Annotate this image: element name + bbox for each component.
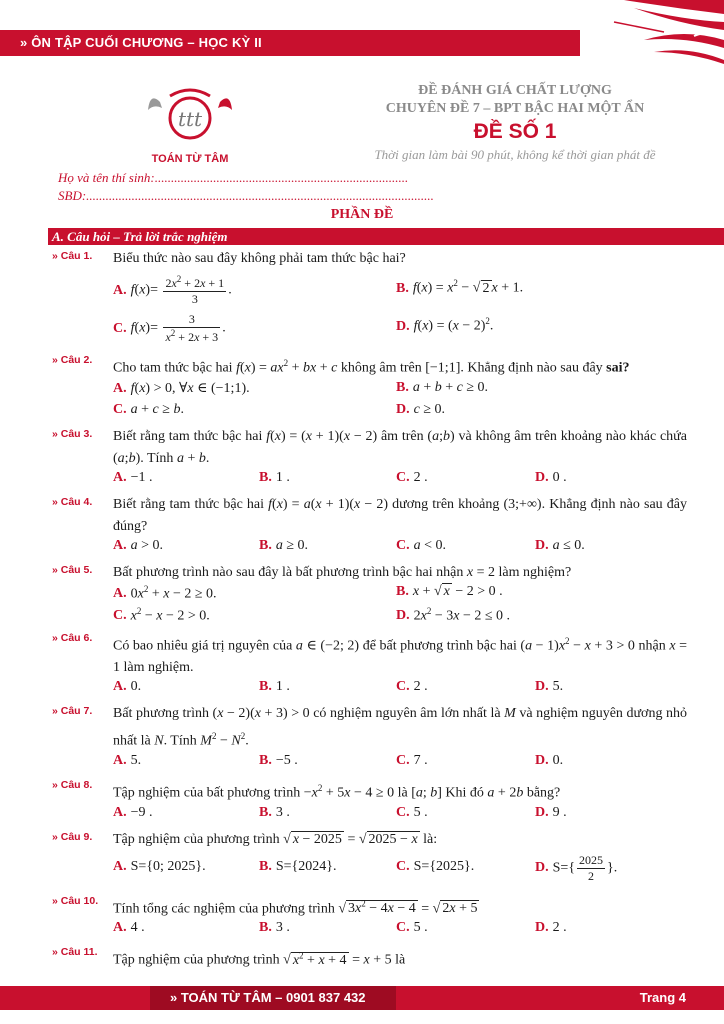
question-number: » Câu 7. — [52, 705, 93, 718]
question-number: » Câu 10. — [52, 894, 99, 907]
option-a[interactable]: A. 0. — [113, 679, 142, 695]
question-number: » Câu 11. — [52, 946, 98, 959]
question-text: Tập nghiệm của phương trình √ $x^2 + x + 4 = x + 5$ là — [113, 950, 406, 968]
option-b[interactable]: B. a ≥ 0. — [259, 537, 309, 553]
footer-contact: » TOÁN TỪ TÂM – 0901 837 432 — [150, 986, 396, 1010]
logo-emblem-icon — [140, 82, 240, 148]
student-name-field[interactable]: Họ và tên thí sinh:.............................................................................. — [58, 170, 409, 185]
question-text: Biết rằng tam thức bậc hai f(x) = a(x + 1)(x − 2) dương trên khoảng (3;+∞). Khẳng định nào sau đây đúng? — [113, 496, 687, 534]
option-d[interactable]: D. 0 . — [535, 469, 567, 485]
question-3 — [0, 426, 724, 492]
question-text: Tính tổng các nghiệm của phương trình √ $3x^2 - 4x - 4$ = √ 2x + 5 — [113, 898, 478, 917]
question-text: Biểu thức nào sau đây không phải tam thức bậc hai? — [113, 251, 406, 266]
question-8 — [0, 777, 724, 827]
question-number: » Câu 6. — [52, 631, 93, 644]
option-b[interactable]: B. 1 . — [259, 679, 290, 695]
exam-time: Thời gian làm bài 90 phút, không kể thời gian phát đề — [374, 147, 656, 162]
option-c[interactable]: C. a < 0. — [396, 537, 447, 553]
question-text: Bất phương trình nào sau đây là bất phương trình bậc hai nhận x = 2 làm nghiệm? — [113, 564, 572, 580]
question-4 — [0, 494, 724, 560]
option-a[interactable]: A. S={0; 2025}. — [113, 858, 206, 874]
question-9 — [0, 829, 724, 891]
option-b[interactable]: B. 3 . — [259, 920, 290, 936]
header-line1: ĐỀ ĐÁNH GIÁ CHẤT LƯỢNG — [418, 83, 612, 98]
student-sbd-field[interactable]: SBD:........................................................................................................... — [58, 188, 434, 203]
option-a[interactable]: A. −9 . — [113, 804, 153, 820]
option-d[interactable]: D. 5. — [535, 679, 564, 695]
section-title: PHẦN ĐỀ — [330, 207, 394, 222]
option-b[interactable]: B. 3 . — [259, 804, 290, 820]
option-a[interactable]: A. −1 . — [113, 469, 153, 485]
option-b[interactable]: B. $f(x) = x^2$ − √ 2 x + 1. — [396, 278, 524, 296]
option-d[interactable]: D. S={ $\frac{2025}{2}$ }. — [535, 852, 618, 883]
option-d[interactable]: D. a ≤ 0. — [535, 537, 585, 553]
option-d[interactable]: D. c ≥ 0. — [396, 401, 446, 417]
option-d[interactable]: D. 2 . — [535, 920, 567, 936]
option-a[interactable]: A. f(x)= $\frac{2x^2 + 2x + 1}{3}$ . — [113, 274, 232, 306]
svg-text:ttt: ttt — [177, 107, 203, 131]
option-a[interactable]: A. a > 0. — [113, 537, 164, 553]
header-line2: CHUYÊN ĐỀ 7 – BPT BẬC HAI MỘT ẨN — [385, 101, 645, 116]
option-b[interactable]: B. −5 . — [259, 752, 298, 768]
option-b[interactable]: B. S={2024}. — [259, 858, 337, 874]
option-c[interactable]: C. 5 . — [396, 920, 428, 936]
option-c[interactable]: C. 2 . — [396, 679, 428, 695]
option-c[interactable]: C. a + c ≥ b. — [113, 401, 184, 417]
question-text: Bất phương trình (x − 2)(x + 3) > 0 có nghiệm nguyên âm lớn nhất là M và nghiệm nguyên dương nhỏ nhất là N. Tính $M^2 - N^2$. — [113, 706, 688, 749]
option-b[interactable]: B. a + b + c ≥ 0. — [396, 379, 489, 395]
question-1 — [0, 248, 724, 350]
question-11 — [0, 944, 724, 972]
question-text: Cho tam thức bậc hai $f(x) = ax^2$ + bx + c không âm trên [−1;1]. Khẳng định nào sau đây sai? — [113, 358, 630, 376]
question-number: » Câu 4. — [52, 495, 93, 508]
question-2 — [0, 352, 724, 424]
option-d[interactable]: D. 9 . — [535, 804, 567, 820]
question-number: » Câu 8. — [52, 778, 93, 791]
exam-header — [330, 82, 700, 164]
question-number: » Câu 1. — [52, 250, 93, 262]
question-text: Tập nghiệm của bất phương trình $-x^2 + 5x - 4 \ge 0$ là [a; b] Khi đó a + 2b bằng? — [113, 782, 561, 801]
question-number: » Câu 2. — [52, 354, 93, 366]
option-a[interactable]: A. 5. — [113, 752, 142, 768]
option-b[interactable]: B. 1 . — [259, 469, 290, 485]
logo — [140, 82, 240, 164]
question-number: » Câu 9. — [52, 830, 93, 843]
option-c[interactable]: C. 5 . — [396, 804, 428, 820]
footer — [0, 986, 724, 1010]
question-list — [0, 246, 724, 972]
question-5 — [0, 562, 724, 628]
question-6 — [0, 630, 724, 702]
question-10 — [0, 893, 724, 943]
question-text: Có bao nhiêu giá trị nguyên của a ∈ (−2; 2) để bất phương trình bậc hai $(a - 1)x^2 - x + 3 > 0$ nhận x = 1 làm nghiệm. — [113, 635, 688, 676]
page-number: Trang 4 — [639, 990, 686, 1005]
exam-number: ĐỀ SỐ 1 — [473, 120, 557, 143]
option-c[interactable]: C. 7 . — [396, 752, 428, 768]
option-d[interactable]: D. $2x^2 - 3x - 2 \le 0$ . — [396, 605, 511, 624]
question-text: Tập nghiệm của phương trình √ x − 2025 = √ 2025 − x là: — [113, 831, 438, 847]
question-number: » Câu 3. — [52, 427, 93, 440]
option-c[interactable]: C. 2 . — [396, 469, 428, 485]
top-banner: » ÔN TẬP CUỐI CHƯƠNG – HỌC KỲ II — [0, 30, 580, 56]
option-c[interactable]: C. f(x)= $\frac{3}{x^2 + 2x + 3}$ . — [113, 312, 226, 344]
question-text: Biết rằng tam thức bậc hai f(x) = (x + 1)(x − 2) âm trên (a;b) và không âm trên khoảng nào khác chứa (a;b). Tính a + b. — [113, 428, 687, 466]
part-a-heading: A. Câu hỏi – Trả lời trắc nghiệm — [48, 228, 724, 245]
option-a[interactable]: A. $0x^2 + x - 2 \ge 0$. — [113, 583, 217, 602]
option-a[interactable]: A. f(x) > 0, ∀x ∈ (−1;1). — [113, 380, 250, 396]
option-b[interactable]: B. x + √ x − 2 > 0 . — [396, 583, 503, 599]
question-7 — [0, 703, 724, 775]
option-d[interactable]: D. $f(x) = (x - 2)^2$. — [396, 316, 494, 334]
option-c[interactable]: C. S={2025}. — [396, 858, 475, 874]
option-a[interactable]: A. 4 . — [113, 920, 145, 936]
logo-text: TOÁN TỪ TÂM — [151, 153, 229, 165]
option-d[interactable]: D. 0. — [535, 752, 564, 768]
option-c[interactable]: C. $x^2 - x - 2 > 0$. — [113, 605, 210, 624]
question-number: » Câu 5. — [52, 563, 93, 576]
corner-decoration — [584, 0, 724, 80]
